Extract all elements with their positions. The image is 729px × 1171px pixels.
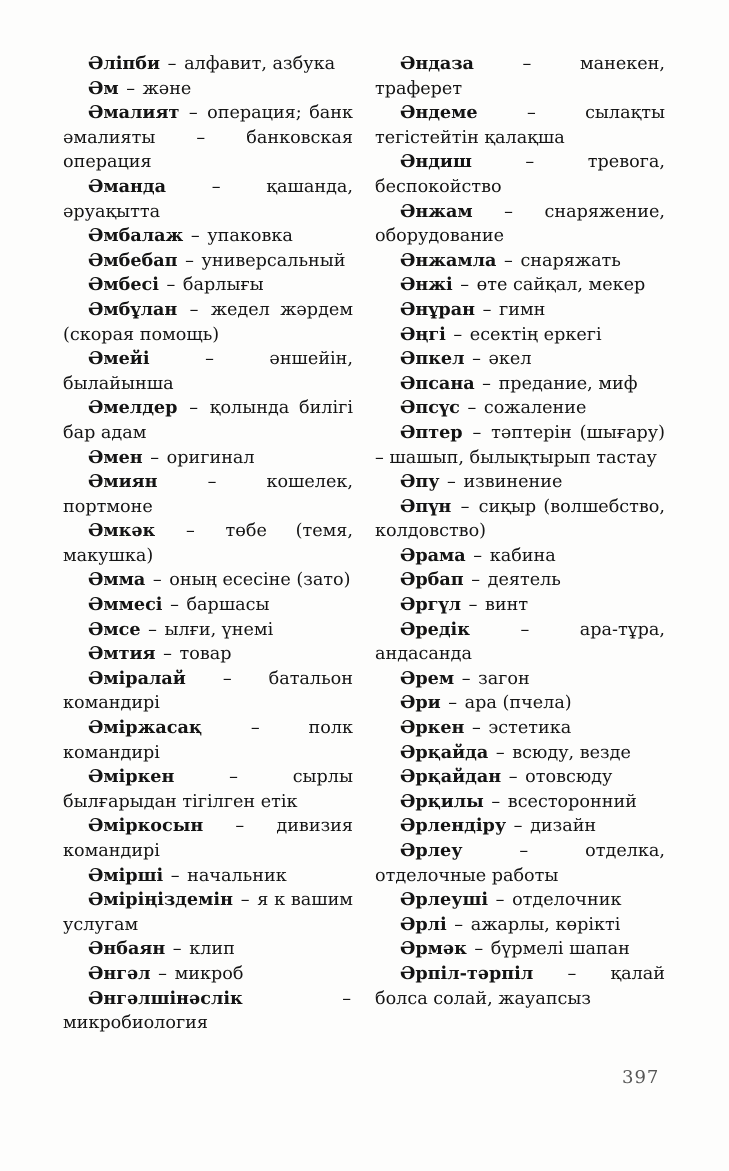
- entry-headword: Әрқайда: [400, 741, 489, 763]
- entry-definition: дивизия командирі: [63, 816, 353, 861]
- dictionary-entry: [63, 987, 353, 1036]
- entry-headword: Әнжам: [400, 200, 473, 222]
- entry-separator: –: [463, 595, 484, 616]
- dictionary-entry: [63, 765, 353, 814]
- dictionary-entry: [63, 470, 353, 519]
- dictionary-entry: [375, 101, 665, 150]
- entry-headword: Әміркосын: [88, 815, 204, 837]
- entry-separator: –: [454, 275, 475, 296]
- entry-definition: ара-тұра, андасанда: [375, 619, 665, 665]
- entry-headword: Әредік: [400, 618, 470, 640]
- entry-definition: сожаление: [483, 398, 587, 419]
- entry-separator: –: [498, 250, 519, 271]
- entry-separator: –: [490, 742, 511, 763]
- dictionary-entry: [63, 642, 353, 667]
- dictionary-entry: [63, 888, 353, 937]
- entry-headword: Әмтия: [88, 643, 156, 665]
- entry-separator: –: [152, 963, 173, 984]
- dictionary-entry: [375, 249, 665, 274]
- entry-definition: ылғи, үнемі: [164, 619, 274, 640]
- entry-definition: клип: [189, 939, 235, 960]
- entry-headword: Әнгәл: [88, 962, 151, 984]
- entry-definition: полк командирі: [63, 718, 353, 763]
- entry-separator: –: [465, 570, 486, 591]
- entry-separator: –: [144, 447, 165, 468]
- dictionary-entry: [375, 888, 665, 913]
- entry-separator: –: [508, 816, 529, 837]
- dictionary-entry: [375, 593, 665, 618]
- entry-definition: микробиология: [63, 1013, 208, 1034]
- dictionary-entry: [375, 716, 665, 741]
- dictionary-entry: [63, 347, 353, 396]
- entry-headword: Әнжі: [400, 274, 453, 296]
- entry-separator: –: [473, 152, 586, 173]
- entry-headword: Әрама: [400, 544, 466, 566]
- entry-headword: Әрлендіру: [400, 815, 507, 837]
- dictionary-entry: [375, 568, 665, 593]
- dictionary-entry: [375, 839, 665, 888]
- entry-headword: Әри: [400, 692, 441, 714]
- entry-definition: әкел: [488, 349, 532, 370]
- entry-separator: –: [476, 373, 497, 394]
- dictionary-entry: [375, 691, 665, 716]
- entry-definition: сылақты тегістейтін қалақша: [375, 103, 665, 148]
- entry-separator: –: [471, 619, 578, 640]
- dictionary-entry: [63, 864, 353, 889]
- entry-headword: Әмма: [88, 569, 146, 591]
- entry-headword: Әндиш: [400, 151, 472, 173]
- dictionary-entry: [63, 298, 353, 347]
- entry-separator: –: [157, 521, 224, 542]
- dictionary-entry: [63, 52, 353, 77]
- entry-headword: Әрлеу: [400, 840, 463, 861]
- dictionary-entry: [375, 667, 665, 692]
- entry-separator: –: [503, 767, 524, 788]
- dictionary-entry: [375, 150, 665, 199]
- entry-definition: есектің еркегі: [469, 324, 602, 345]
- entry-headword: Әліпби: [88, 53, 161, 74]
- entry-separator: –: [464, 841, 584, 861]
- entry-headword: Әрқайдан: [400, 766, 502, 788]
- entry-separator: –: [179, 398, 208, 419]
- dictionary-entry: [63, 396, 353, 445]
- entry-headword: Әмкәк: [88, 520, 156, 542]
- entry-separator: –: [244, 988, 351, 1009]
- entry-headword: Әрмәк: [400, 938, 467, 960]
- dictionary-entry: [63, 716, 353, 765]
- entry-separator: –: [179, 250, 200, 271]
- dictionary-entry: [375, 372, 665, 397]
- entry-headword: Әманда: [88, 175, 167, 197]
- entry-definition: дизайн: [530, 816, 597, 837]
- dictionary-entry: [63, 519, 353, 568]
- entry-separator: –: [467, 545, 488, 566]
- entry-separator: –: [475, 54, 578, 74]
- entry-headword: Әпкел: [400, 348, 465, 370]
- entry-headword: Әпу: [400, 471, 440, 493]
- entry-definition: сырлы былғарыдан тігілген етік: [63, 767, 353, 812]
- entry-headword: Әмірші: [88, 864, 164, 886]
- entry-definition: снаряжать: [520, 250, 621, 271]
- entry-separator: –: [442, 693, 463, 714]
- entry-headword: Әндаза: [400, 53, 474, 74]
- entry-separator: –: [485, 791, 506, 812]
- dictionary-entry: [63, 77, 353, 102]
- entry-headword: Әміралай: [88, 667, 186, 689]
- entry-definition: және: [142, 78, 192, 99]
- entry-separator: –: [234, 890, 256, 911]
- entry-separator: –: [168, 176, 265, 197]
- entry-separator: –: [164, 595, 185, 616]
- entry-separator: –: [160, 275, 181, 296]
- entry-definition: отовсюду: [525, 767, 613, 788]
- page-number: 397: [622, 1067, 660, 1088]
- entry-definition: төбе (темя, макушка): [63, 521, 354, 566]
- entry-separator: –: [464, 422, 490, 443]
- entry-definition: всесторонний: [507, 791, 637, 812]
- dictionary-entry: [63, 593, 353, 618]
- entry-separator: –: [453, 496, 477, 517]
- entry-headword: Әмбалаж: [88, 225, 184, 247]
- entry-headword: Әнұран: [400, 298, 476, 320]
- right-column: [375, 52, 665, 1011]
- entry-separator: –: [448, 914, 469, 935]
- dictionary-entry: [375, 347, 665, 372]
- entry-definition: өте сайқал, мекер: [476, 275, 646, 296]
- entry-definition: всюду, везде: [512, 742, 631, 763]
- entry-definition: манекен, траферет: [375, 54, 665, 99]
- entry-headword: Әмен: [88, 446, 143, 468]
- entry-headword: Әміркен: [88, 766, 175, 788]
- dictionary-entry: [375, 200, 665, 249]
- entry-definition: тәптерін (шығару) – шашып, былықтырып тастау: [375, 422, 666, 468]
- entry-separator: –: [162, 54, 183, 74]
- entry-definition: ажарлы, көрікті: [470, 914, 621, 935]
- entry-definition: извинение: [463, 472, 563, 493]
- entry-separator: –: [466, 349, 487, 370]
- entry-separator: –: [179, 299, 209, 320]
- entry-headword: Әмелдер: [88, 397, 178, 419]
- entry-definition: алфавит, азбука: [184, 54, 336, 74]
- entry-definition: предание, миф: [498, 373, 638, 394]
- entry-definition: сиқыр (волшебство, колдовство): [375, 496, 665, 542]
- entry-separator: –: [187, 668, 267, 689]
- entry-headword: Әмиян: [88, 471, 158, 493]
- dictionary-entry: [63, 175, 353, 224]
- dictionary-entry: [375, 765, 665, 790]
- entry-headword: Әрпіл-тәрпіл: [400, 962, 534, 984]
- dictionary-entry: [375, 323, 665, 348]
- dictionary-entry: [63, 446, 353, 471]
- entry-definition: қашанда, әруақытта: [63, 176, 353, 222]
- entry-headword: Әммесі: [88, 594, 163, 616]
- dictionary-entry: [63, 667, 353, 716]
- entry-headword: Әнбаян: [88, 938, 166, 960]
- entry-headword: Әптер: [400, 421, 463, 443]
- dictionary-entry: [63, 249, 353, 274]
- entry-headword: Әмбұлан: [88, 298, 178, 320]
- dictionary-entry: [375, 273, 665, 298]
- dictionary-entry: [63, 962, 353, 987]
- entry-definition: бүрмелі шапан: [490, 939, 630, 960]
- entry-definition: кабина: [489, 545, 556, 566]
- entry-separator: –: [456, 668, 477, 689]
- entry-definition: отделка, отделочные работы: [375, 841, 665, 886]
- dictionary-entry: [375, 396, 665, 421]
- dictionary-entry: [375, 298, 665, 323]
- entry-separator: –: [205, 816, 275, 837]
- entry-separator: –: [479, 103, 584, 124]
- entry-separator: –: [441, 472, 462, 493]
- entry-headword: Әмалият: [88, 102, 180, 124]
- entry-definition: оның есесіне (зато): [169, 570, 351, 591]
- dictionary-entry: [375, 814, 665, 839]
- entry-separator: –: [535, 963, 609, 984]
- entry-separator: –: [157, 644, 178, 665]
- entry-separator: –: [151, 349, 268, 370]
- entry-definition: отделочник: [512, 890, 622, 911]
- entry-definition: кошелек, портмоне: [63, 472, 353, 517]
- entry-definition: начальник: [187, 865, 287, 886]
- entry-definition: микроб: [174, 963, 244, 984]
- entry-headword: Әнгәлшінәслік: [88, 987, 243, 1009]
- dictionary-entry: [375, 618, 665, 667]
- entry-definition: ара (пчела): [464, 693, 572, 714]
- entry-headword: Әмсе: [88, 618, 141, 640]
- dictionary-entry: [375, 962, 665, 1011]
- entry-headword: Әнжамла: [400, 249, 497, 271]
- entry-definition: деятель: [487, 570, 561, 591]
- entry-headword: Әрем: [400, 667, 455, 689]
- entry-headword: Әпсүс: [400, 397, 460, 419]
- dictionary-entry: [375, 937, 665, 962]
- dictionary-entry: [375, 495, 665, 544]
- entry-separator: –: [477, 299, 497, 320]
- entry-definition: гимн: [499, 299, 546, 320]
- dictionary-entry: [375, 741, 665, 766]
- entry-separator: –: [490, 890, 511, 911]
- dictionary-entry: [63, 273, 353, 298]
- entry-definition: барлығы: [182, 275, 264, 296]
- entry-separator: –: [466, 718, 487, 739]
- entry-headword: Әміріңіздемін: [88, 889, 233, 911]
- entry-separator: –: [461, 398, 482, 419]
- entry-headword: Әм: [88, 77, 119, 99]
- entry-definition: универсальный: [201, 250, 346, 271]
- entry-definition: упаковка: [207, 226, 293, 247]
- entry-headword: Әмбесі: [88, 274, 159, 296]
- entry-headword: Әпүн: [400, 495, 452, 517]
- entry-definition: жедел жәрдем (скорая помощь): [63, 299, 353, 345]
- entry-separator: –: [167, 939, 188, 960]
- entry-separator: –: [142, 619, 163, 640]
- entry-definition: батальон командирі: [63, 668, 353, 714]
- entry-definition: баршасы: [186, 595, 270, 616]
- dictionary-entry: [375, 52, 665, 101]
- entry-definition: эстетика: [488, 718, 572, 739]
- entry-definition: оригинал: [166, 447, 255, 468]
- dictionary-entry: [375, 790, 665, 815]
- entry-headword: Әндеме: [400, 102, 478, 124]
- dictionary-entry: [375, 421, 665, 470]
- dictionary-entry: [375, 470, 665, 495]
- dictionary-entry: [63, 568, 353, 593]
- entry-separator: –: [474, 201, 543, 222]
- entry-separator: –: [447, 324, 468, 345]
- entry-headword: Әркен: [400, 717, 465, 739]
- entry-headword: Әмбебап: [88, 249, 178, 271]
- entry-headword: Әрлеуші: [400, 889, 489, 911]
- dictionary-entry: [63, 814, 353, 863]
- entry-headword: Әрқилы: [400, 790, 484, 812]
- entry-headword: Әпсана: [400, 372, 475, 394]
- entry-definition: қолында билігі бар адам: [63, 398, 353, 443]
- entry-definition: тревога, беспокойство: [375, 152, 665, 197]
- dictionary-entry: [375, 913, 665, 938]
- entry-separator: –: [185, 226, 206, 247]
- entry-definition: қалай болса солай, жауапсыз: [375, 963, 665, 1009]
- entry-definition: загон: [478, 668, 530, 689]
- dictionary-entry: [63, 101, 353, 175]
- entry-headword: Әрлі: [400, 913, 447, 935]
- entry-separator: –: [159, 472, 265, 493]
- entry-headword: Әмейі: [88, 348, 150, 370]
- entry-definition: операция; банк әмалияты – банковская операция: [63, 103, 353, 173]
- entry-definition: әншейін, былайынша: [63, 349, 353, 394]
- entry-definition: винт: [485, 595, 529, 616]
- entry-headword: Әңгі: [400, 323, 446, 345]
- entry-separator: –: [181, 103, 206, 124]
- entry-definition: я к вашим услугам: [63, 890, 353, 935]
- entry-separator: –: [203, 718, 307, 739]
- dictionary-entry: [63, 937, 353, 962]
- dictionary-entry: [63, 224, 353, 249]
- entry-headword: Әргүл: [400, 594, 462, 616]
- entry-separator: –: [468, 939, 489, 960]
- entry-definition: товар: [179, 644, 232, 665]
- entry-separator: –: [165, 865, 186, 886]
- entry-separator: –: [120, 78, 141, 99]
- entry-headword: Әрбап: [400, 569, 464, 591]
- entry-separator: –: [176, 767, 291, 788]
- dictionary-entry: [375, 544, 665, 569]
- entry-definition: снаряжение, оборудование: [375, 201, 665, 247]
- entry-separator: –: [147, 570, 168, 591]
- entry-headword: Әміржасақ: [88, 717, 202, 739]
- dictionary-entry: [63, 618, 353, 643]
- left-column: [63, 52, 353, 1036]
